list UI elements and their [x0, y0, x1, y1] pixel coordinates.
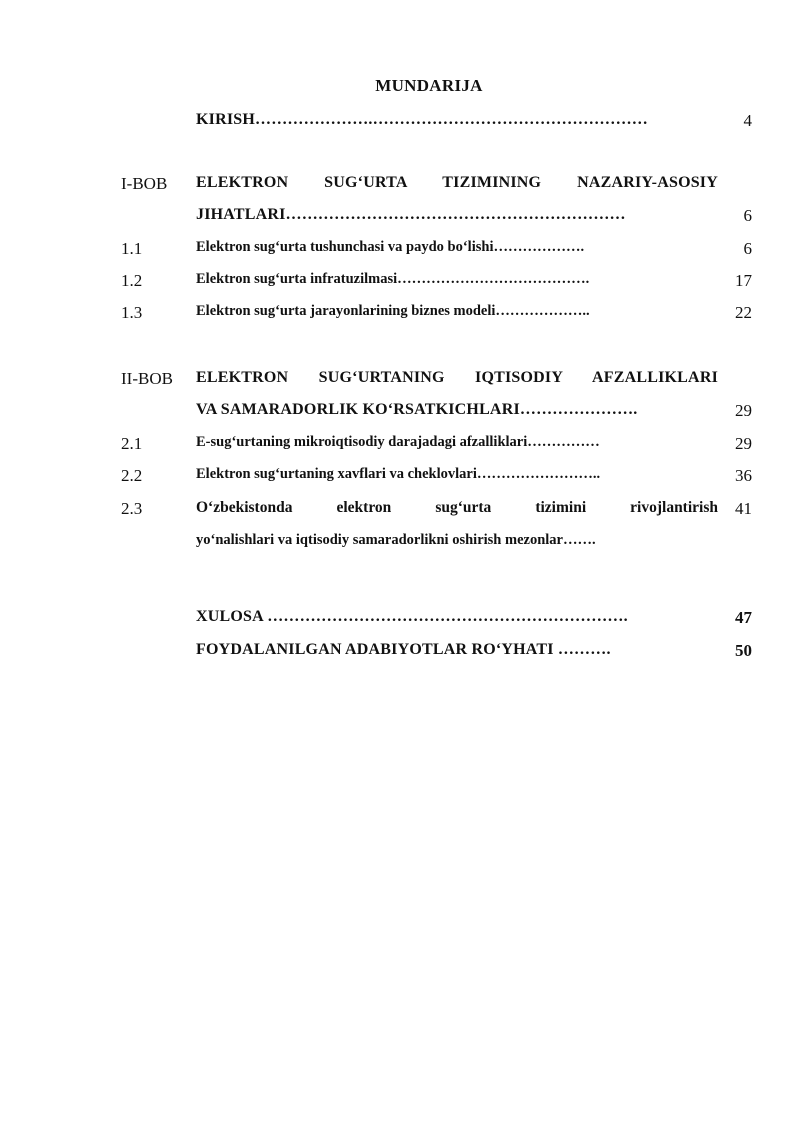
toc-page-number: 36	[735, 466, 752, 485]
section-number: 2.1	[121, 434, 143, 453]
chapter-title-line-2: JIHATLARI………………………………………………………	[196, 206, 626, 223]
section-number: 1.1	[121, 239, 143, 258]
chapter-label: I-BOB	[121, 174, 168, 193]
toc-page-number: 17	[735, 271, 752, 290]
toc-page-number: 22	[735, 303, 752, 322]
toc-section-2-3-cont	[0, 532, 800, 558]
toc-page-number: 41	[735, 499, 752, 518]
toc-page-number: 6	[743, 206, 752, 225]
toc-section-1-3	[0, 303, 800, 329]
toc-entry-references	[0, 641, 800, 667]
toc-chapter-2	[0, 369, 800, 395]
toc-page-number: 6	[743, 239, 752, 258]
section-title: Elektron sug‘urtaning xavflari va cheklovlari……………………..	[196, 466, 601, 482]
chapter-title-line-1: ELEKTRON SUG‘URTANING IQTISODIY AFZALLIKLARI	[196, 369, 718, 386]
section-title: Elektron sug‘urta infratuzilmasi………………………………….	[196, 271, 590, 287]
toc-entry-text: KIRISH………………….……………………………………………	[196, 111, 648, 128]
section-number: 2.2	[121, 466, 143, 485]
toc-page-number: 29	[735, 401, 752, 420]
toc-entry-text: XULOSA ………………………………………………………….	[196, 608, 628, 625]
toc-section-2-1	[0, 434, 800, 460]
chapter-label: II-BOB	[121, 369, 173, 388]
toc-page-number: 50	[735, 641, 752, 660]
toc-section-2-3	[0, 499, 800, 525]
section-number: 1.3	[121, 303, 143, 322]
section-title-line-2: yo‘nalishlari va iqtisodiy samaradorlikni oshirish mezonlar…….	[196, 532, 596, 548]
toc-page-number: 47	[735, 608, 752, 627]
toc-page-number: 29	[735, 434, 752, 453]
section-number: 2.3	[121, 499, 143, 518]
section-title: Elektron sug‘urta jarayonlarining biznes modeli………………..	[196, 303, 590, 319]
section-title: E-sug‘urtaning mikroiqtisodiy darajadagi afzalliklari……………	[196, 434, 600, 450]
chapter-title-line-2: VA SAMARADORLIK KO‘RSATKICHLARI………………….	[196, 401, 638, 418]
section-number: 1.2	[121, 271, 143, 290]
toc-section-2-2	[0, 466, 800, 492]
page-title: MUNDARIJA	[375, 76, 483, 95]
toc-entry-conclusion	[0, 608, 800, 634]
section-title-line-1: O‘zbekistonda elektron sug‘urta tizimini rivojlantirish	[196, 499, 718, 516]
toc-chapter-2-cont	[0, 401, 800, 427]
toc-section-1-1	[0, 239, 800, 265]
chapter-title-line-1: ELEKTRON SUG‘URTA TIZIMINING NAZARIY-ASOSIY	[196, 174, 718, 191]
toc-page-number: 4	[743, 111, 752, 130]
toc-chapter-1-cont	[0, 206, 800, 232]
toc-entry-text: FOYDALANILGAN ADABIYOTLAR RO‘YHATI ……….	[196, 641, 611, 658]
toc-entry-intro	[0, 111, 800, 137]
toc-chapter-1	[0, 174, 800, 200]
section-title: Elektron sug‘urta tushunchasi va paydo bo‘lishi……………….	[196, 239, 585, 255]
toc-section-1-2	[0, 271, 800, 297]
